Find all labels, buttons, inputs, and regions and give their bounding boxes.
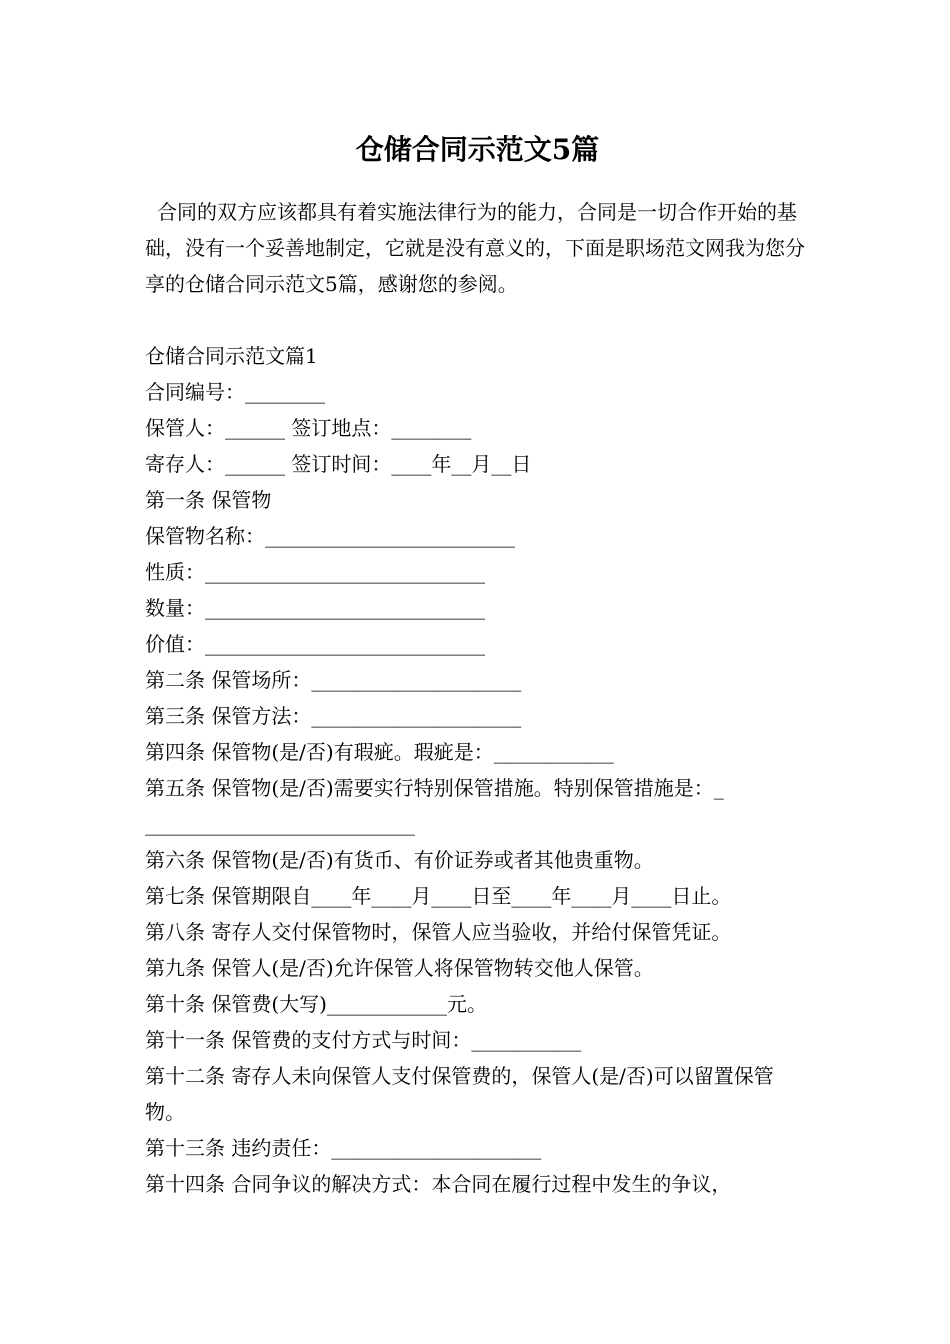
article-5-continuation: ___________________________ xyxy=(145,812,415,836)
item-name-line: 保管物名称：_________________________ xyxy=(145,524,515,548)
section-heading: 仓储合同示范文篇1 xyxy=(145,344,318,368)
item-value-line: 价值：____________________________ xyxy=(145,632,485,656)
depositor-line: 寄存人：______ 签订时间：____年__月__日 xyxy=(145,452,532,476)
document-title: 仓储合同示范文5篇 xyxy=(355,133,600,166)
article-7-line: 第七条 保管期限自____年____月____日至____年____月____日止。 xyxy=(145,884,732,908)
article-2-line: 第二条 保管场所：_____________________ xyxy=(145,668,522,692)
article-9-line: 第九条 保管人(是/否)允许保管人将保管物转交他人保管。 xyxy=(145,956,654,980)
article-12-line: 第十二条 寄存人未向保管人支付保管费的，保管人(是/否)可以留置保管物。 xyxy=(145,1064,774,1124)
item-nature-line: 性质：____________________________ xyxy=(145,560,485,584)
contract-number-line: 合同编号：________ xyxy=(145,380,325,404)
item-quantity-line: 数量：____________________________ xyxy=(145,596,485,620)
article-3-line: 第三条 保管方法：_____________________ xyxy=(145,704,522,728)
article-5-line: 第五条 保管物(是/否)需要实行特别保管措施。特别保管措施是：_ xyxy=(145,776,724,800)
article-11-line: 第十一条 保管费的支付方式与时间：___________ xyxy=(145,1028,582,1052)
article-10-line: 第十条 保管费(大写)____________元。 xyxy=(145,992,487,1016)
intro-paragraph: 合同的双方应该都具有着实施法律行为的能力，合同是一切合作开始的基础，没有一个妥善地制定，它就是没有意义的，下面是职场范文网我为您分享的仓储合同示范文5篇，感谢您的参阅。 xyxy=(145,200,805,296)
article-4-line: 第四条 保管物(是/否)有瑕疵。瑕疵是：____________ xyxy=(145,740,614,764)
article-1-heading: 第一条 保管物 xyxy=(145,488,272,512)
document-page xyxy=(145,128,810,1202)
article-6-line: 第六条 保管物(是/否)有货币、有价证券或者其他贵重物。 xyxy=(145,848,654,872)
article-8-line: 第八条 寄存人交付保管物时，保管人应当验收，并给付保管凭证。 xyxy=(145,920,732,944)
keeper-line: 保管人：______ 签订地点：________ xyxy=(145,416,472,440)
article-14-line: 第十四条 合同争议的解决方式：本合同在履行过程中发生的争议， xyxy=(145,1172,732,1196)
article-13-line: 第十三条 违约责任：_____________________ xyxy=(145,1136,542,1160)
